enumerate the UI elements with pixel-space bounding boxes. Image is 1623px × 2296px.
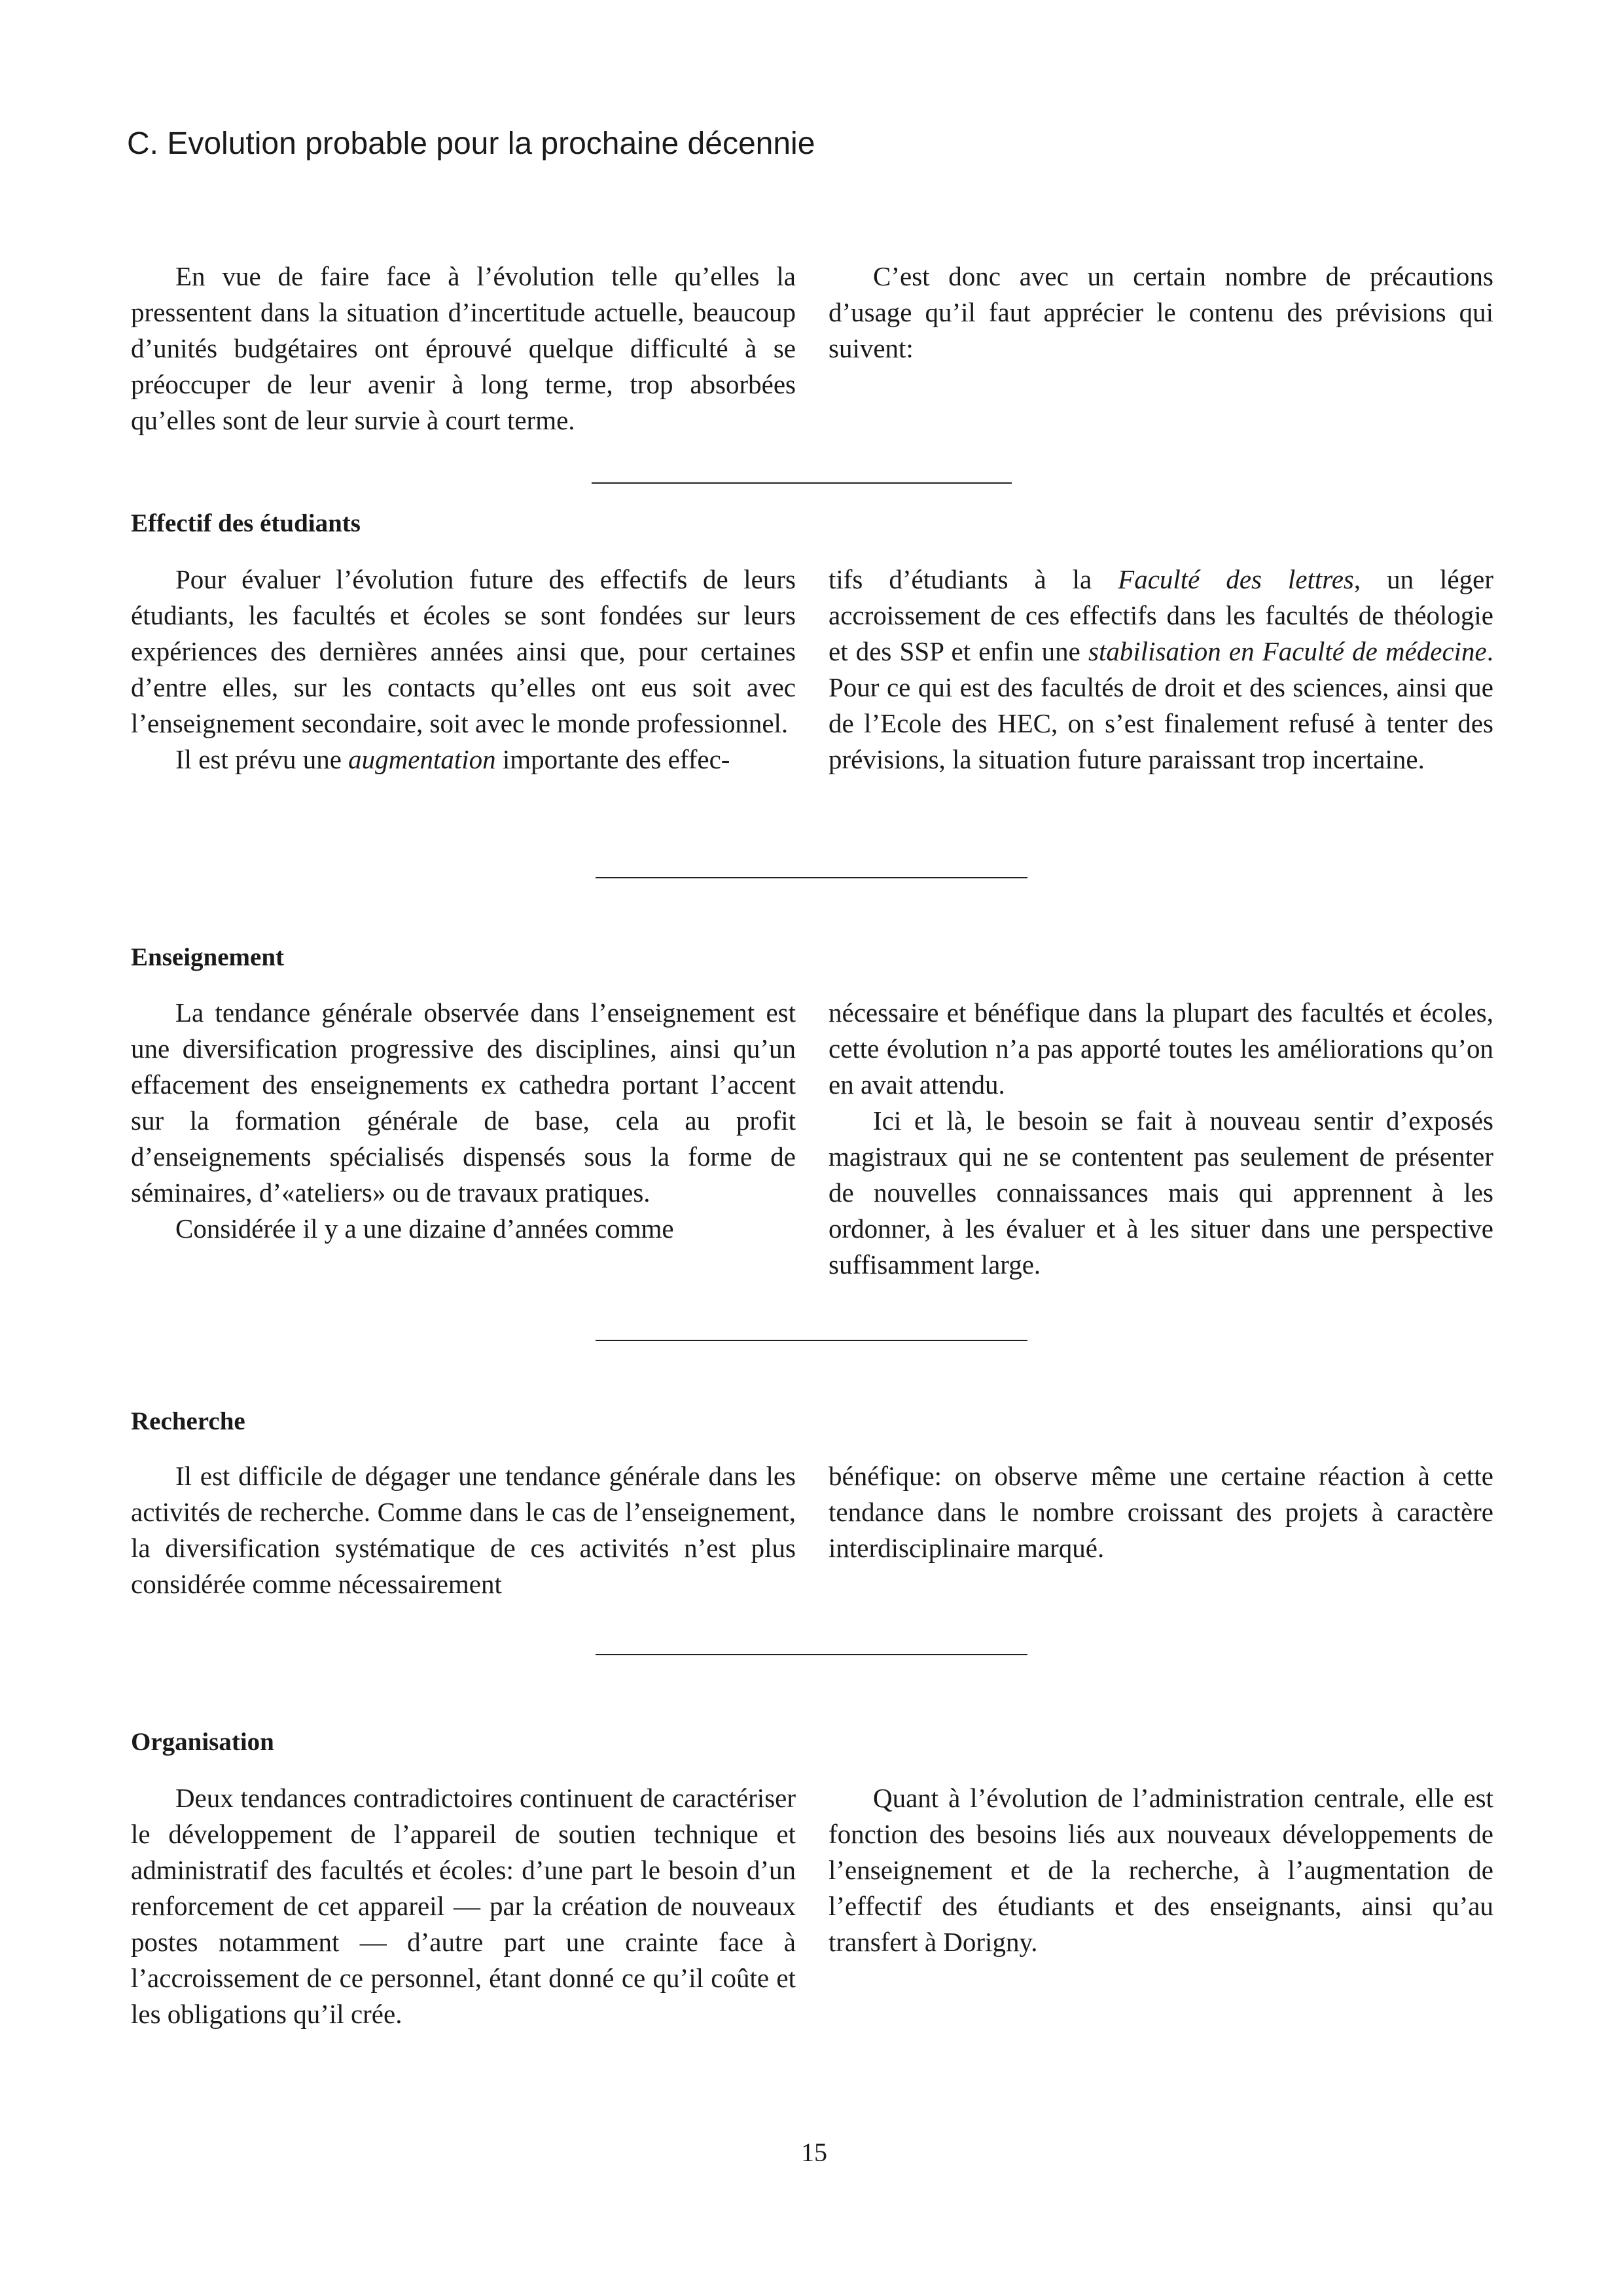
effectif-left-paragraph-1: Pour évaluer l’évolution future des effectifs de leurs étudiants, les facultés et écoles se sont fondées sur leurs expériences des dernières années ainsi que, pour certaines d’entre elles, sur les contacts qu’elles ont eus soit avec l’enseignement secondaire, soit avec le monde professionnel. — [131, 564, 796, 738]
emphasis-text: stabilisation en Faculté de médecine — [1088, 636, 1487, 666]
section-divider — [596, 877, 1027, 878]
text-run: tifs d’étudiants à la — [829, 564, 1118, 594]
enseignement-left-paragraph-1: La tendance générale observée dans l’enseignement est une diversification progressive des disciplines, ainsi qu’un effacement des enseignements ex cathedra portant l’accent sur la formation générale de base, cela au profit d’enseignements spécialisés dispensés sous la forme de séminaires, d’«ateliers» ou de travaux pratiques. — [131, 997, 796, 1208]
effectif-left-paragraph-2 — [131, 742, 796, 778]
recherche-right-column — [829, 1458, 1493, 1566]
page-number: 15 — [801, 2138, 827, 2167]
recherche-right-paragraph: bénéfique: on observe même une certaine réaction à cette tendance dans le nombre croissant des projets à caractère interdisciplinaire marqué. — [829, 1461, 1493, 1563]
enseignement-right-column — [829, 995, 1493, 1283]
recherche-left-paragraph: Il est difficile de dégager une tendance générale dans les activités de recherche. Comme dans le cas de l’enseignement, la diversification systématique de ces activités n’est plus considérée comme nécessairement — [131, 1461, 796, 1599]
section-title: C. Evolution probable pour la prochaine décennie — [127, 126, 815, 161]
intro-left-column — [131, 259, 796, 439]
text-run: , un léger accroissement de ces effectifs dans les facultés de théologie et des SSP et enfin une — [829, 564, 1493, 666]
organisation-right-column — [829, 1780, 1493, 1960]
effectif-left-column — [131, 562, 796, 778]
effectif-right-column — [829, 562, 1493, 778]
enseignement-right-paragraph-1: nécessaire et bénéfique dans la plupart des facultés et écoles, cette évolution n’a pas apporté toutes les améliorations qu’on en avait attendu. — [829, 997, 1493, 1100]
recherche-left-column — [131, 1458, 796, 1602]
section-divider — [596, 1340, 1027, 1341]
heading-recherche: Recherche — [131, 1407, 245, 1435]
organisation-right-paragraph: Quant à l’évolution de l’administration centrale, elle est fonction des besoins liés aux nouveaux développements de l’enseignement et de la recherche, à l’augmentation de l’effectif des étudiants et des enseignants, ainsi qu’au transfert à Dorigny. — [829, 1783, 1493, 1957]
text-run: . Pour ce qui est des facultés de droit et des sciences, ainsi que de l’Ecole des HEC, on s’est finalement refusé à tenter des prévisions, la situation future paraissant trop incertaine. — [829, 636, 1494, 774]
intro-right-column — [829, 259, 1493, 367]
emphasis-text: augmentation — [348, 744, 496, 774]
intro-left-paragraph: En vue de faire face à l’évolution telle qu’elles la pressentent dans la situation d’incertitude actuelle, beaucoup d’unités budgétaires ont éprouvé quelque difficulté à se préoccuper de leur avenir à long terme, trop absorbées qu’elles sont de leur survie à court terme. — [131, 261, 796, 435]
text-run: Il est prévu une — [175, 744, 349, 774]
emphasis-text: Faculté des lettres — [1118, 564, 1354, 594]
heading-organisation: Organisation — [131, 1728, 274, 1756]
organisation-left-paragraph: Deux tendances contradictoires continuent de caractériser le développement de l’appareil de soutien technique et administratif des facultés et écoles: d’une part le besoin d’un renforcement de cet appareil — par la création de nouveaux postes notamment — d’autre part une crainte face à l’accroissement de ce personnel, étant donné ce qu’il coûte et les obligations qu’il crée. — [131, 1783, 796, 2029]
effectif-right-paragraph — [829, 562, 1493, 778]
heading-effectif: Effectif des étudiants — [131, 509, 361, 537]
heading-enseignement: Enseignement — [131, 943, 284, 971]
intro-right-paragraph: C’est donc avec un certain nombre de précautions d’usage qu’il faut apprécier le contenu des prévisions qui suivent: — [829, 261, 1493, 363]
text-run: importante des effec- — [495, 744, 730, 774]
section-divider — [596, 1654, 1027, 1655]
enseignement-left-column — [131, 995, 796, 1247]
organisation-left-column — [131, 1780, 796, 2032]
section-divider — [592, 482, 1012, 484]
enseignement-left-paragraph-2: Considérée il y a une dizaine d’années comme — [175, 1213, 674, 1244]
enseignement-right-paragraph-2: Ici et là, le besoin se fait à nouveau sentir d’exposés magistraux qui ne se contentent pas seulement de présenter de nouvelles connaissances mais qui apprennent à les ordonner, à les évaluer et à les situer dans une perspective suffisamment large. — [829, 1105, 1493, 1280]
